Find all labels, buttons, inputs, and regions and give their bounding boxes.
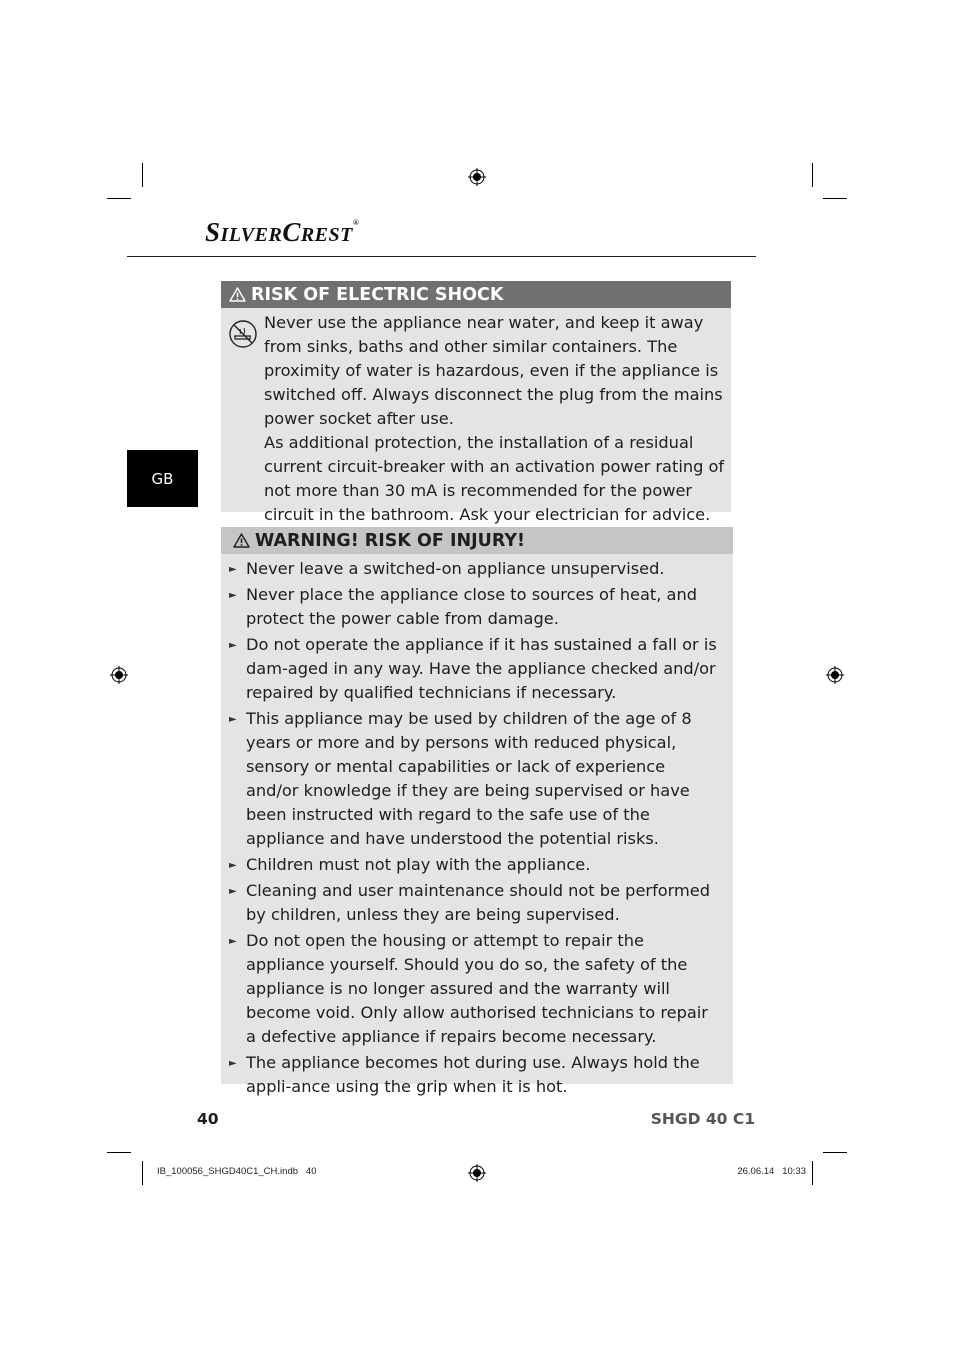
model-number: SHGD 40 C1 <box>650 1110 755 1128</box>
bullet-arrow-icon: ► <box>229 590 237 601</box>
list-item <box>221 583 733 631</box>
language-label: GB <box>151 469 174 488</box>
electric-shock-text <box>264 311 730 527</box>
crop-mark <box>107 198 131 199</box>
injury-warning-box <box>221 527 733 1096</box>
print-slug-date: 26.06.14 10:33 <box>737 1166 806 1177</box>
bullet-arrow-icon: ► <box>229 564 237 575</box>
crop-mark <box>107 1152 131 1153</box>
list-item <box>221 1051 733 1099</box>
no-water-icon <box>228 319 258 349</box>
language-tab <box>127 450 198 507</box>
electric-shock-paragraph: As additional protection, the installation of a residual current circuit-breaker with an activation power rating of not more than 30 mA is recommended for the power circuit in the bathroom. Ask your electrician for advice. <box>264 433 725 524</box>
list-item <box>221 853 733 877</box>
list-item-text: Cleaning and user maintenance should not be performed by children, unless they are being supervised. <box>246 881 711 924</box>
header-rule <box>127 256 756 257</box>
brand-letters: ILVER <box>220 224 283 246</box>
brand-letters: REST <box>300 224 353 246</box>
bullet-arrow-icon: ► <box>229 714 237 725</box>
registration-mark-icon <box>468 1164 486 1182</box>
injury-list <box>221 557 733 1101</box>
list-item <box>221 633 733 705</box>
bullet-arrow-icon: ► <box>229 886 237 897</box>
list-item-text: Never place the appliance close to sources of heat, and protect the power cable from damage. <box>246 585 698 628</box>
warning-triangle-icon <box>229 287 246 302</box>
electric-shock-box <box>221 281 731 524</box>
bullet-arrow-icon: ► <box>229 860 237 871</box>
print-slug-file: IB_100056_SHGD40C1_CH.indb 40 <box>157 1166 317 1177</box>
electric-shock-heading <box>221 281 731 308</box>
bullet-arrow-icon: ► <box>229 936 237 947</box>
list-item-text: Do not open the housing or attempt to repair the appliance yourself. Should you do so, the safety of the appliance is no longer assured and the warranty will become void. Only allow authorised technicians to repair a defective appliance if repairs become necessary. <box>246 931 708 1046</box>
brand-letter: S <box>205 217 221 247</box>
injury-heading <box>221 527 733 554</box>
bullet-arrow-icon: ► <box>229 640 237 651</box>
crop-mark <box>142 1161 143 1185</box>
crop-mark <box>823 1152 847 1153</box>
warning-triangle-icon <box>233 533 250 548</box>
crop-mark <box>823 198 847 199</box>
bullet-arrow-icon: ► <box>229 1058 237 1069</box>
page-number: 40 <box>197 1110 219 1128</box>
list-item <box>221 929 733 1049</box>
electric-shock-title: RISK OF ELECTRIC SHOCK <box>251 284 504 305</box>
electric-shock-paragraph: Never use the appliance near water, and keep it away from sinks, baths and other similar containers. The proximity of water is hazardous, even if the appliance is switched off. Always disconnect the plug from the mains power socket after use. <box>264 313 723 428</box>
injury-title: WARNING! RISK OF INJURY! <box>255 530 525 551</box>
registration-mark-icon <box>826 666 844 684</box>
list-item <box>221 879 733 927</box>
list-item-text: This appliance may be used by children of the age of 8 years or more and by persons with reduced physical, sensory or mental capabilities or lack of experience and/or knowledge if they are being supervised or have been instructed with regard to the safe use of the appliance and have understood the potential risks. <box>246 709 692 848</box>
registration-mark-icon <box>468 168 486 186</box>
crop-mark <box>142 163 143 187</box>
list-item-text: Children must not play with the appliance. <box>246 855 591 874</box>
brand-letter: C <box>282 217 301 247</box>
list-item <box>221 557 733 581</box>
list-item-text: The appliance becomes hot during use. Always hold the appli-ance using the grip when it is hot. <box>246 1053 700 1096</box>
list-item-text: Do not operate the appliance if it has sustained a fall or is dam-aged in any way. Have the appliance checked and/or repaired by qualified technicians if necessary. <box>246 635 717 702</box>
registered-mark: ® <box>352 218 360 227</box>
crop-mark <box>812 1161 813 1185</box>
brand-logo <box>205 219 359 246</box>
registration-mark-icon <box>110 666 128 684</box>
crop-mark <box>812 163 813 187</box>
list-item-text: Never leave a switched-on appliance unsupervised. <box>246 559 665 578</box>
list-item <box>221 707 733 851</box>
